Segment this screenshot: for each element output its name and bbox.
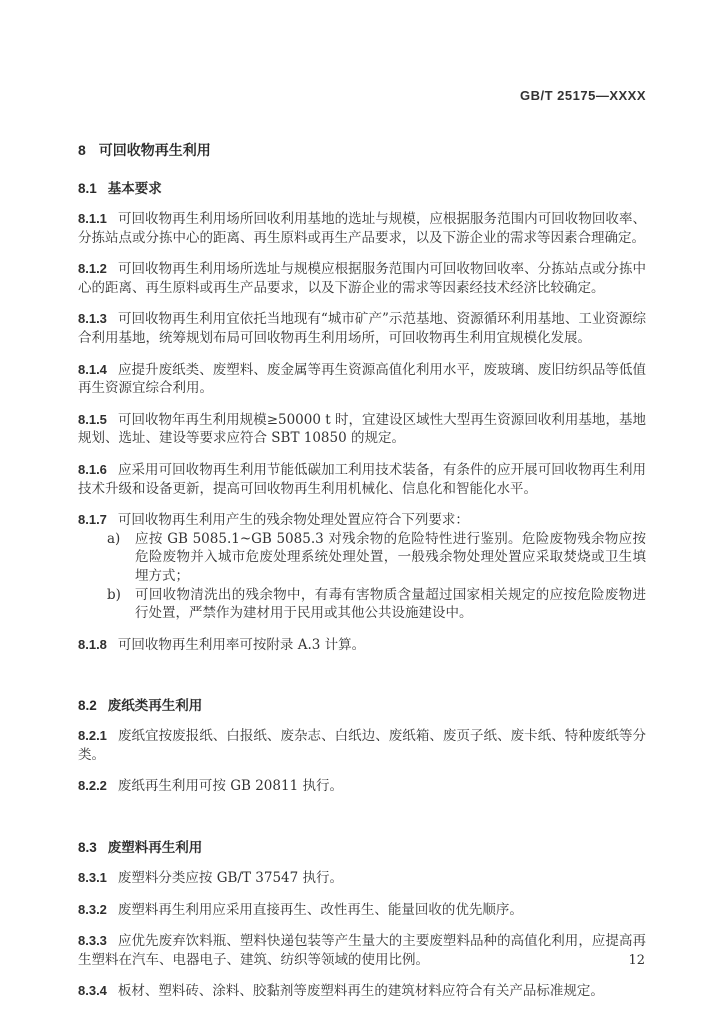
list-item-a bbox=[78, 530, 646, 586]
clause-number: 8.1.6 bbox=[78, 461, 107, 477]
clause-8-2-2 bbox=[78, 777, 646, 796]
clause-8-2-1 bbox=[78, 727, 646, 764]
clause-number: 8.3.2 bbox=[78, 901, 107, 917]
clause-8-1-3 bbox=[78, 310, 646, 347]
page-number: 12 bbox=[628, 953, 645, 968]
section-heading bbox=[78, 697, 646, 714]
list-item-text: 可回收物清洗出的残余物中，有毒有害物质含量超过国家相关规定的应按危险废物进行处置，严禁作为建材用于民用或其他公共设施建设中。 bbox=[135, 586, 646, 622]
clause-text: 可回收物再生利用产生的残余物处理处置应符合下列要求： bbox=[117, 512, 469, 529]
chapter-title: 可回收物再生利用 bbox=[98, 142, 211, 158]
clause-text: 板材、塑料砖、涂料、胶黏剂等废塑料再生的建筑材料应符合有关产品标准规定。 bbox=[117, 983, 604, 1000]
list-item-b bbox=[78, 586, 646, 623]
section-waste-plastic bbox=[78, 839, 646, 1001]
clause-number: 8.1.1 bbox=[78, 211, 107, 226]
clause-number: 8.1.8 bbox=[78, 636, 107, 652]
clause-8-3-3 bbox=[78, 932, 646, 969]
clause-number: 8.1.7 bbox=[78, 512, 107, 528]
section-heading bbox=[78, 839, 646, 856]
clause-text: 可回收物再生利用场所回收利用基地的选址与规模，应根据服务范围内可回收物回收率、分拣站点或分拣中心的距离、再生原料或再生产品要求，以及下游企业的需求等因素合理确定。 bbox=[78, 211, 646, 246]
clause-8-1-7-list bbox=[78, 530, 646, 623]
clause-text: 废塑料分类应按 GB/T 37547 执行。 bbox=[117, 870, 343, 887]
clause-8-1-2 bbox=[78, 260, 646, 297]
clause-text: 应优先废弃饮料瓶、塑料快递包装等产生量大的主要废塑料品种的高值化利用，应提高再生塑料在汽车、电器电子、建筑、纺织等领域的使用比例。 bbox=[78, 933, 646, 968]
clause-text: 可回收物再生利用宜依托当地现有“城市矿产”示范基地、资源循环利用基地、工业资源综合利用基地，统筹规划布局可回收物再生利用场所，可回收物再生利用宜规模化发展。 bbox=[78, 311, 646, 346]
clause-number: 8.3.3 bbox=[78, 933, 107, 949]
clause-number: 8.2.1 bbox=[78, 728, 107, 744]
clause-number: 8.1.3 bbox=[78, 311, 107, 327]
clause-number: 8.1.5 bbox=[78, 411, 107, 427]
clause-number: 8.1.4 bbox=[78, 361, 107, 377]
section-title: 基本要求 bbox=[107, 181, 162, 196]
clause-8-1-8 bbox=[78, 636, 646, 655]
clause-text: 废纸宜按废报纸、白报纸、废杂志、白纸边、废纸箱、废页子纸、废卡纸、特种废纸等分类。 bbox=[78, 728, 646, 763]
section-waste-paper bbox=[78, 697, 646, 796]
page-footer bbox=[628, 953, 645, 968]
section-heading bbox=[78, 180, 646, 197]
section-title: 废塑料再生利用 bbox=[107, 840, 203, 856]
clause-text: 可回收物再生利用场所选址与规模应根据服务范围内可回收物回收率、分拣站点或分拣中心的距离、再生原料或再生产品要求，以及下游企业的需求等因素经技术经济比较确定。 bbox=[78, 261, 646, 296]
section-title: 废纸类再生利用 bbox=[107, 698, 203, 714]
clause-number: 8.3.1 bbox=[78, 870, 107, 886]
section-number: 8.2 bbox=[78, 698, 97, 714]
clause-8-1-6 bbox=[78, 461, 646, 498]
clause-text: 废塑料再生利用应采用直接再生、改性再生、能量回收的优先顺序。 bbox=[117, 901, 523, 918]
clause-8-1-5 bbox=[78, 411, 646, 448]
clause-text: 废纸再生利用可按 GB 20811 执行。 bbox=[117, 778, 343, 795]
clause-number: 8.3.4 bbox=[78, 983, 107, 999]
chapter-number: 8 bbox=[78, 142, 86, 158]
page-header bbox=[78, 0, 646, 103]
clause-text: 应提升废纸类、废塑料、废金属等再生资源高值化利用水平，废玻璃、废旧纺织品等低值再生资源宜综合利用。 bbox=[78, 361, 646, 397]
section-number: 8.1 bbox=[78, 181, 97, 196]
section-number: 8.3 bbox=[78, 840, 97, 856]
doc-number: GB/T 25175—XXXX bbox=[520, 88, 646, 103]
clause-number: 8.1.2 bbox=[78, 261, 107, 277]
list-item-marker: a) bbox=[107, 530, 121, 547]
clause-8-3-4 bbox=[78, 982, 646, 1001]
clause-text: 应采用可回收物再生利用节能低碳加工利用技术装备，有条件的应开展可回收物再生利用技术升级和设备更新，提高可回收物再生利用机械化、信息化和智能化水平。 bbox=[78, 461, 646, 497]
clause-8-1-1 bbox=[78, 210, 646, 247]
clause-8-3-1 bbox=[78, 869, 646, 888]
chapter-heading bbox=[78, 142, 646, 159]
clause-8-3-2 bbox=[78, 901, 646, 920]
list-item-text: 应按 GB 5085.1~GB 5085.3 对残余物的危险特性进行鉴别。危险废物残余物应按危险废物并入城市危废处理系统处理处置，一般残余物处理处置应采取焚烧或卫生填埋方式； bbox=[135, 530, 646, 584]
clause-number: 8.2.2 bbox=[78, 778, 107, 794]
section-basic-requirements bbox=[78, 180, 646, 654]
clause-text: 可回收物再生利用率可按附录 A.3 计算。 bbox=[117, 636, 366, 653]
clause-8-1-4 bbox=[78, 361, 646, 398]
list-item-marker: b) bbox=[107, 586, 121, 603]
clause-text: 可回收物年再生利用规模≥50000 t 时，宜建设区域性大型再生资源回收利用基地，基地规划、选址、建设等要求应符合 SBT 10850 的规定。 bbox=[78, 411, 646, 447]
clause-8-1-7 bbox=[78, 511, 646, 530]
